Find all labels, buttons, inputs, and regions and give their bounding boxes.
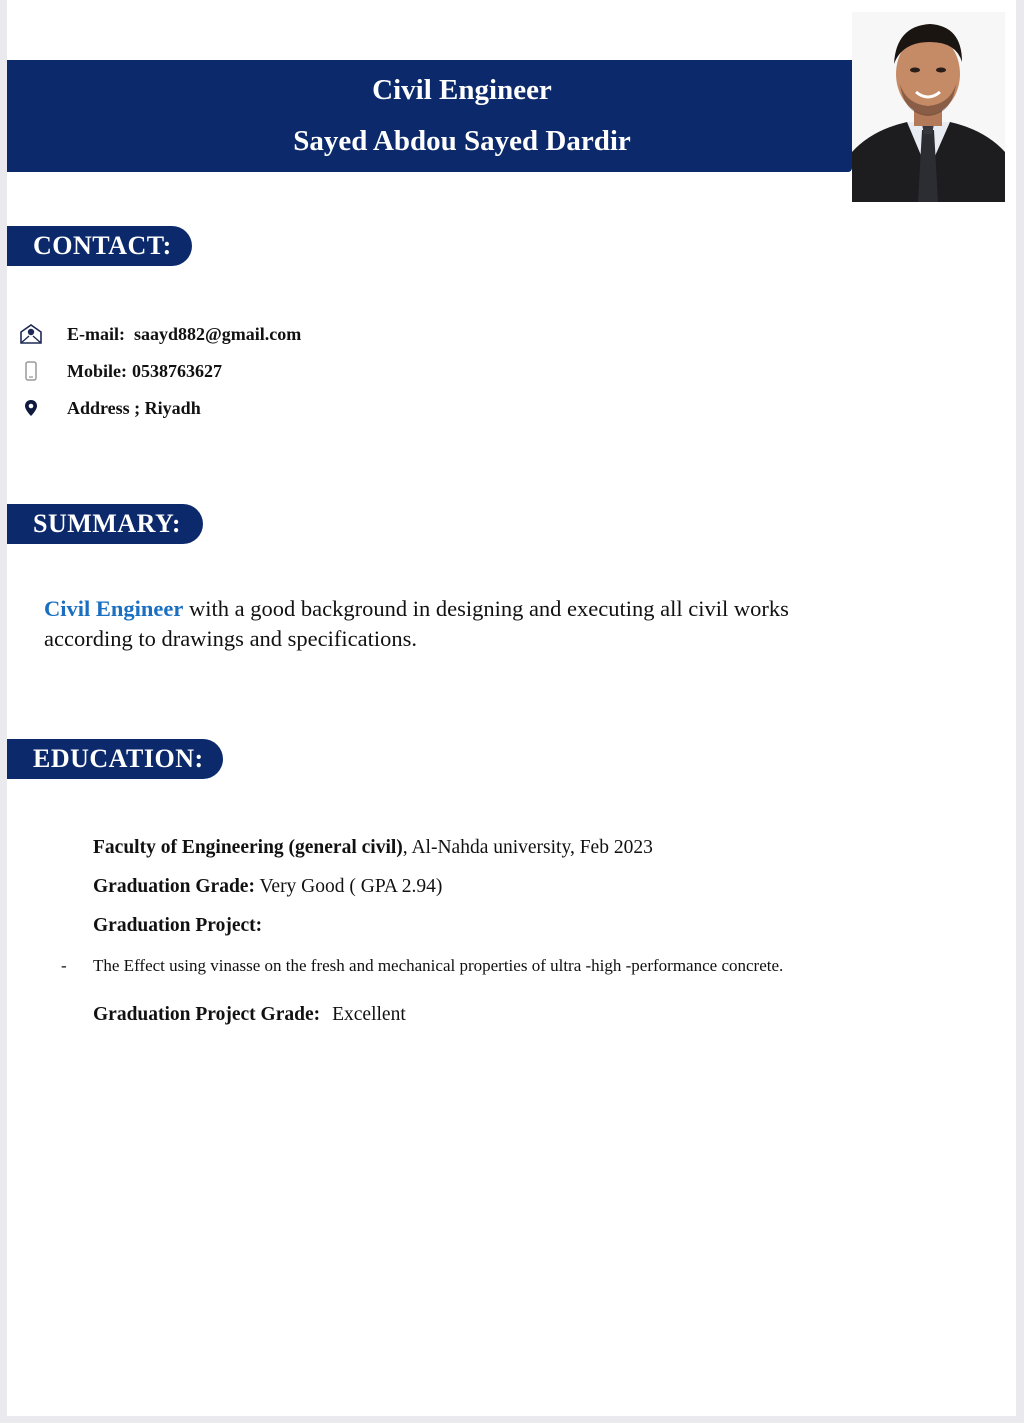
phone-icon [19, 359, 43, 383]
address-text: Address ; Riyadh [67, 397, 201, 418]
section-heading-contact: CONTACT: [7, 226, 192, 266]
profile-photo-image [852, 12, 1005, 202]
mobile-number[interactable]: 0538763627 [132, 360, 222, 381]
grade-value: Very Good ( GPA 2.94) [254, 876, 443, 897]
summary-paragraph [44, 594, 874, 654]
email-label: E-mail: [67, 323, 125, 344]
contact-address-row [19, 396, 201, 420]
summary-accent: Civil Engineer [44, 596, 184, 621]
education-project-grade [93, 1004, 406, 1026]
envelope-icon [19, 322, 43, 346]
section-heading-education: EDUCATION: [7, 739, 223, 779]
grade-label: Graduation Grade: [93, 876, 255, 897]
mobile-label: Mobile: [67, 360, 127, 381]
project-description: The Effect using vinasse on the fresh and mechanical properties of ultra -high -performance concrete. [93, 956, 784, 975]
location-pin-icon [19, 396, 43, 420]
project-label: Graduation Project: [93, 915, 263, 936]
section-heading-summary: SUMMARY: [7, 504, 203, 544]
job-title: Civil Engineer [372, 74, 552, 106]
faculty-details: , Al-Nahda university, Feb 2023 [402, 837, 653, 858]
summary-text: with a good background in designing and executing all civil works according to drawings and specifications. [44, 596, 789, 651]
education-grade [93, 876, 442, 898]
bullet-dash: - [61, 956, 67, 975]
person-name: Sayed Abdou Sayed Dardir [293, 125, 631, 157]
contact-mobile-row [19, 359, 222, 383]
profile-photo [852, 12, 1005, 202]
contact-email-row [19, 322, 301, 346]
project-grade-value: Excellent [332, 1004, 406, 1025]
email-address[interactable]: saayd882@gmail.com [134, 323, 302, 344]
faculty-name: Faculty of Engineering (general civil) [93, 837, 403, 858]
project-grade-label: Graduation Project Grade: [93, 1004, 321, 1025]
cv-page [7, 0, 1016, 1416]
education-faculty [93, 837, 653, 859]
education-project-heading [93, 915, 262, 937]
